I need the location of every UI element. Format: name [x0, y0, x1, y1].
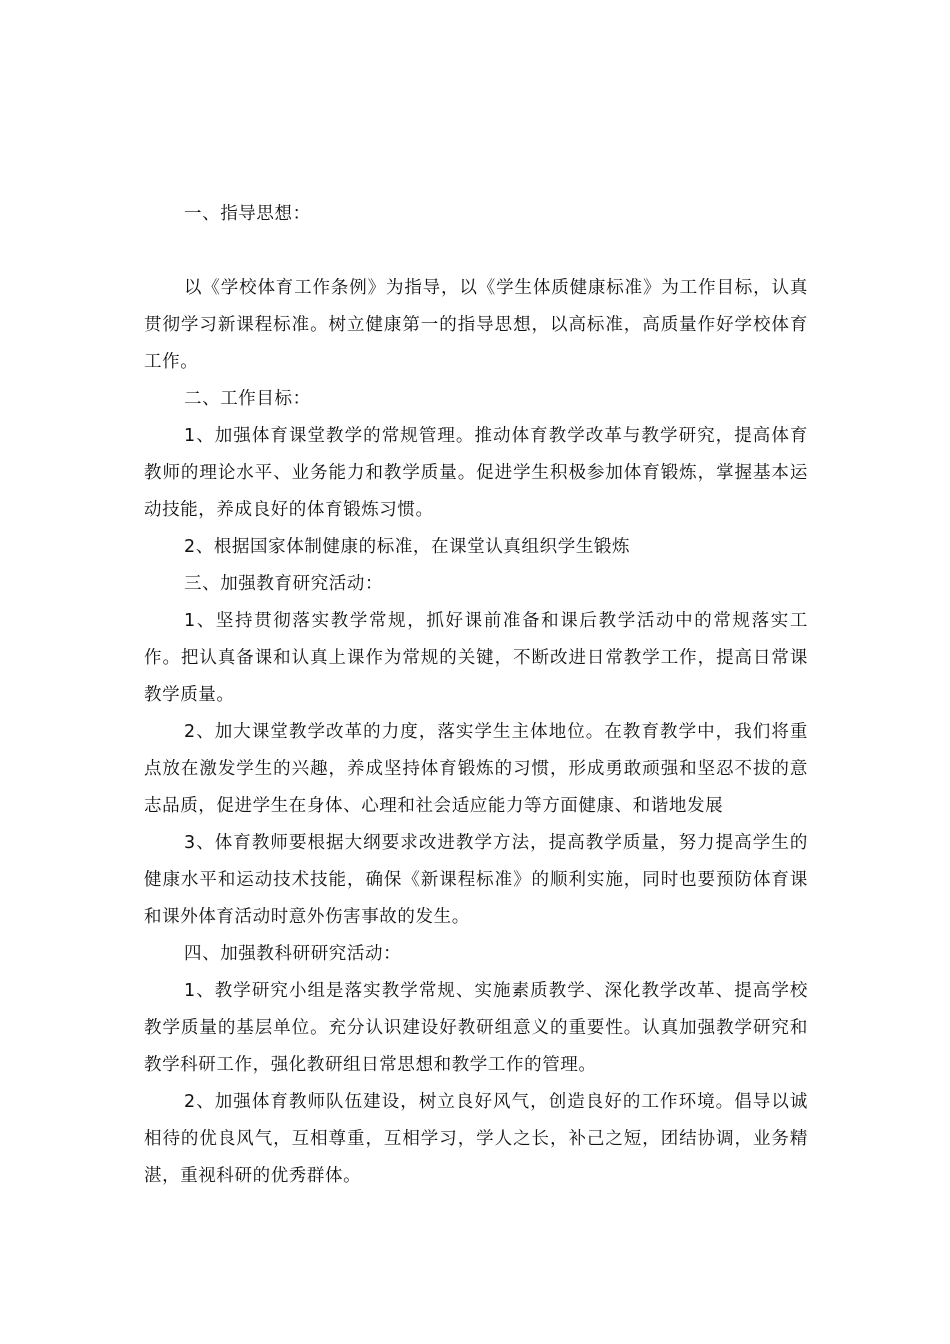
- paragraph-research-3: 3、体育教师要根据大纲要求改进教学方法，提高教学质量，努力提高学生的健康水平和运动技术技能，确保《新课程标准》的顺利实施，同时也要预防体育课和课外体育活动时意外伤害事故的发生。: [144, 833, 808, 927]
- paragraph-goal-2: 2、根据国家体制健康的标准，在课堂认真组织学生锻炼: [184, 537, 631, 557]
- paragraph-research-1: 1、坚持贯彻落实教学常规，抓好课前准备和课后教学活动中的常规落实工作。把认真备课和认真上课作为常规的关键，不断改进日常教学工作，提高日常课教学质量。: [144, 611, 808, 705]
- section-heading-work-goals: 二、工作目标：: [184, 389, 311, 409]
- paragraph-teaching-research-2: 2、加强体育教师队伍建设，树立良好风气，创造良好的工作环境。倡导以诚相待的优良风气，互相尊重，互相学习，学人之长，补己之短，团结协调，业务精湛，重视科研的优秀群体。: [144, 1092, 808, 1186]
- paragraph-guiding-thought: 以《学校体育工作条例》为指导，以《学生体质健康标准》为工作目标，认真贯彻学习新课程标准。树立健康第一的指导思想，以高标准，高质量作好学校体育工作。: [144, 278, 808, 372]
- section-heading-teaching-research: 四、加强教科研研究活动：: [184, 944, 402, 964]
- document-body: [144, 196, 808, 1195]
- section-heading-guiding-thought: 一、指导思想：: [184, 204, 311, 224]
- paragraph-research-2: 2、加大课堂教学改革的力度，落实学生主体地位。在教育教学中，我们将重点放在激发学生的兴趣，养成坚持体育锻炼的习惯，形成勇敢顽强和坚忍不拔的意志品质，促进学生在身体、心理和社会适应能力等方面健康、和谐地发展: [144, 722, 808, 816]
- paragraph-goal-1: 1、加强体育课堂教学的常规管理。推动体育教学改革与教学研究，提高体育教师的理论水平、业务能力和教学质量。促进学生积极参加体育锻炼，掌握基本运动技能，养成良好的体育锻炼习惯。: [144, 426, 808, 520]
- paragraph-teaching-research-1: 1、教学研究小组是落实教学常规、实施素质教学、深化教学改革、提高学校教学质量的基层单位。充分认识建设好教研组意义的重要性。认真加强教学研究和教学科研工作，强化教研组日常思想和教学工作的管理。: [144, 981, 808, 1075]
- section-heading-education-research: 三、加强教育研究活动：: [184, 574, 384, 594]
